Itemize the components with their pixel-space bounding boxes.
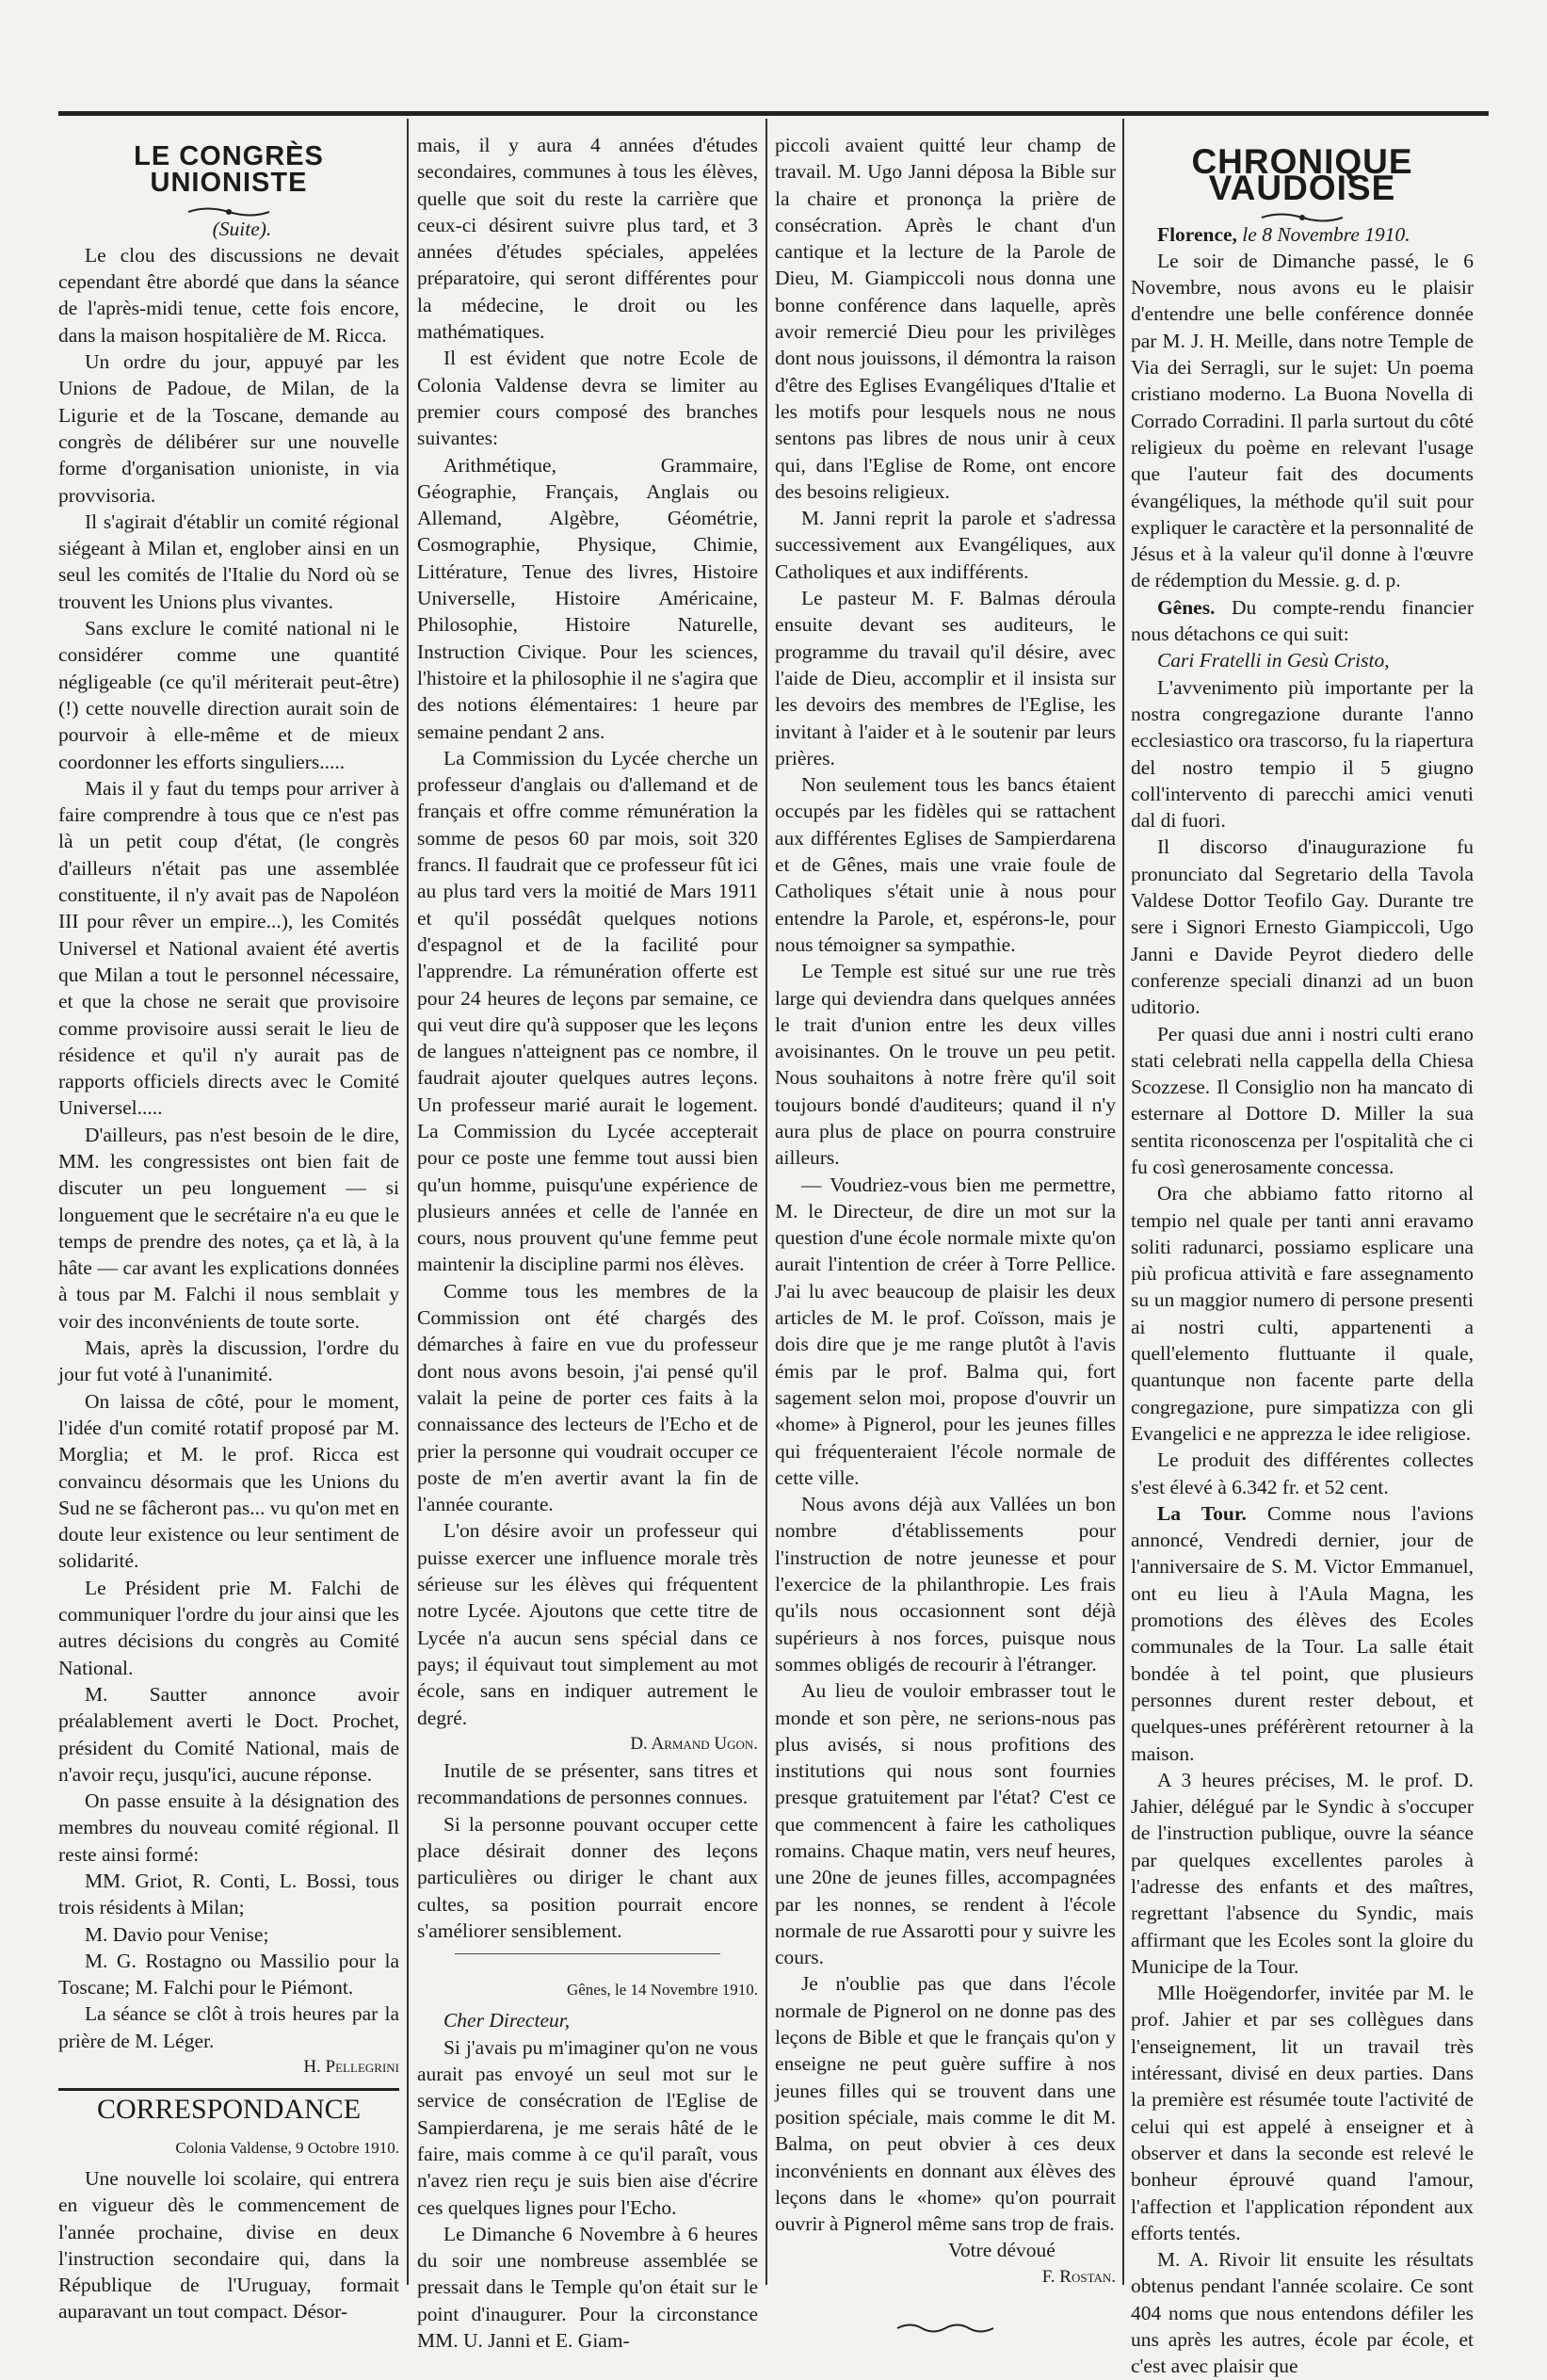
paragraph: Je n'oublie pas que dans l'école normale de Pignerol on ne donne pas des leçons de Bible et que le français qu'on y enseigne ne peut guère suffire à nos jeunes filles qui se trouvent dans une position spéciale, mais comme le dit M. Balma, on peut obvier à ces deux inconvénients en donnant aux élèves des leçons dans le «home» qu'on pourrait ouvrir à Pignerol même sans trop de frais. <box>775 1972 1116 2236</box>
column-divider <box>1122 119 1124 2285</box>
paragraph: Si la personne pouvant occuper cette place désirait donner des leçons particulières ou diriger le chant aux cultes, sa position pourrait encore s'améliorer sensiblement. <box>417 1812 758 1942</box>
column-2 <box>417 132 758 2353</box>
ornament-flourish <box>775 2315 1116 2332</box>
salutation: Cher Directeur, <box>443 2009 571 2032</box>
paragraph: Une nouvelle loi scolaire, qui entrera en vigueur dès le commencement de l'année prochaine, divise en deux l'instruction secondaire qui, dans la République de l'Uruguay, formait auparavant un tout compact. Désor- <box>58 2166 399 2323</box>
paragraph: Un ordre du jour, appuyé par les Unions de Padoue, de Milan, de la Ligurie et de la Toscane, demande au congrès de délibérer sur une nouvelle forme d'organisation unioniste, in via provvisoria. <box>58 350 399 507</box>
ornament-flourish <box>1131 204 1474 221</box>
paragraph: D'ailleurs, pas n'est besoin de le dire, MM. les congressistes ont bien fait de discuter un peu longuement — si longuement que le secrétaire n'a eu que le temps de prendre des notes, ça et là, à la hâte — car avant les explications données à tous par M. Falchi il nous semblait y voir des inconvénients de toute sorte. <box>58 1123 399 1333</box>
paragraph: Non seulement tous les bancs étaient occupés par les fidèles qui se rattachent aux différentes Eglises de Sampierdarena et de Gênes, mais une vraie foule de Catholiques s'était unie à nous pour entendre la Parole, et, espérons-le, pour nous témoigner sa sympathie. <box>775 773 1116 956</box>
paragraph: Il discorso d'inaugurazione fu pronunciato dal Segretario della Tavola Valdese Dottor Teofilo Gay. Durante tre sere i Signori Ernesto Giampiccoli, Ugo Janni e Davide Peyrot diedero delle conferenze speciali dinanzi ad un buon uditorio. <box>1131 835 1474 1019</box>
paragraph: Le Temple est situé sur une rue très large qui deviendra dans quelques années le trait d'union entre les deux villes avoisinantes. On le trouve un peu petit. Nous souhaitons à notre frère qu'il soit toujours bondé d'auditeurs; quand il n'y aura plus de place on pourra construire ailleurs. <box>775 960 1116 1170</box>
paragraph: Il est évident que notre Ecole de Colonia Valdense devra se limiter au premier cours composé des branches suivantes: <box>417 347 758 450</box>
paragraph: M. Sautter annonce avoir préalablement averti le Doct. Prochet, président du Comité National, mais de n'avoir reçu, jusqu'ici, aucune réponse. <box>58 1682 399 1786</box>
place-name: Florence, <box>1156 222 1237 246</box>
column-4 <box>1131 132 1474 2378</box>
paragraph: A 3 heures précises, M. le prof. D. Jahier, délégué par le Syndic à s'occuper de l'instruction publique, ouvre la séance par quelques excellentes paroles à l'adresse des enfants et des maîtres, regrettant l'absence du Syndic, mais affirmant que les Ecoles sont la gloire du Municipe de la Tour. <box>1131 1768 1474 1978</box>
paragraph: mais, il y aura 4 années d'études secondaires, communes à tous les élèves, quelle que soit du reste la carrière que ceux-ci désirent suivre plus tard, et 3 années d'études spéciales, appelées préparatoire, qui seront différentes pour la médecine, le droit ou les mathématiques. <box>417 134 758 344</box>
paragraph: Au lieu de vouloir embrasser tout le monde et son père, ne serions-nous pas plus avisés, si nous profitions des institutions qui nous sont fournies presque gratuitement par l'état? C'est ce que commencent à faire les catholiques romains. Chaque matin, vers neuf heures, une 20ne de jeunes filles, accompagnées par les nonnes, se rendent à l'école normale de rue Assarotti pour y suivre les cours. <box>775 1679 1116 1969</box>
column-1 <box>58 132 399 2323</box>
article-title-congres: LE CONGRÈS UNIONISTE <box>134 141 324 199</box>
place-name: Gênes. <box>1156 595 1216 619</box>
ornament-flourish <box>58 199 399 216</box>
signature: H. Pellegrini <box>303 2057 399 2078</box>
paragraph: Nous avons déjà aux Vallées un bon nombre d'établissements pour l'instruction de notre jeunesse et pour l'exercice de la philanthropie. Les frais qu'ils nous occasionnent sont déjà supérieurs à nos forces, puisque nous sommes obligés de recourir à l'étranger. <box>775 1493 1116 1676</box>
column-divider <box>765 119 767 2285</box>
paragraph: — Voudriez-vous bien me permettre, M. le Directeur, de dire un mot sur la question d'une école normale mixte qu'on aurait l'intention de créer à Torre Pellice. J'ai lu avec beaucoup de plaisir les deux articles de M. le prof. Coïsson, mais je dois dire que je me range plutôt à l'avis émis par le prof. Balma qui, fort sagement selon moi, propose d'ouvrir un «home» à Pignerol, pour les jeunes filles qui fréquenteraient l'école normale de cette ville. <box>775 1173 1116 1489</box>
paragraph: Mais, après la discussion, l'ordre du jour fut voté à l'unanimité. <box>58 1336 399 1386</box>
dateline: Colonia Valdense, 9 Octobre 1910. <box>175 2138 399 2157</box>
paragraph: L'avvenimento più importante per la nostra congregazione durante l'anno ecclesiastico ora trascorso, fu la riapertura del nostro tempio il 5 giugno coll'intervento di parecchi amici venuti dal di fuori. <box>1131 675 1474 833</box>
paragraph: La séance se clôt à trois heures par la prière de M. Léger. <box>58 2002 399 2052</box>
paragraph: Sans exclure le comité national ni le considérer comme une quantité négligeable (ce qu'il mériterait peut-être) (!) cette nouvelle direction aurait soin de pourvoir à elle-même et de mieux coordonner les efforts singuliers..... <box>58 617 399 773</box>
paragraph: M. Davio pour Venise; <box>84 1922 269 1946</box>
column-divider <box>407 119 409 2285</box>
paragraph: Comme tous les membres de la Commission ont été chargés des démarches à faire en vue du professeur dont nous avons besoin, j'ai pensé qu'il valait la peine de porter ces faits à la connaissance des lecteurs de l'Echo et de prier la personne qui voudrait occuper ce poste de m'en avertir avant la fin de l'année courante. <box>417 1279 758 1516</box>
paragraph: Le Président prie M. Falchi de communiquer l'ordre du jour ainsi que les autres décisions du congrès au Comité National. <box>58 1576 399 1679</box>
paragraph: Le Dimanche 6 Novembre à 6 heures du soir une nombreuse assemblée se pressait dans le Temple qu'on était sur le point d'inaugurer. Pour la circonstance MM. U. Janni et E. Giam- <box>417 2222 758 2353</box>
paragraph: Arithmétique, Grammaire, Géographie, Français, Anglais ou Allemand, Algèbre, Géométrie, Cosmographie, Physique, Chimie, Littérature, Tenue des livres, Histoire Universelle, Histoire Américaine, Philosophie, Histoire Naturelle, Instruction Civique. Pour les sciences, l'histoire et la philosophie il ne s'agira que des notions élémentaires: 1 heure par semaine pendant 2 ans. <box>417 453 758 743</box>
place-name: La Tour. <box>1156 1501 1247 1525</box>
paragraph: Du compte-rendu financier nous détachons ce qui suit: <box>1131 595 1474 646</box>
signature: D. Armand Ugon. <box>630 1733 758 1754</box>
section-separator <box>455 1953 720 1954</box>
paragraph: On passe ensuite à la désignation des membres du nouveau comité régional. Il reste ainsi formé: <box>58 1789 399 1866</box>
paragraph: Comme nous l'avions annoncé, Vendredi dernier, jour de l'anniversaire de S. M. Victor Emmanuel, ont eu lieu à l'Aula Magna, les promotions des élèves des Ecoles communales de la Tour. La salle était bondée à tel point, que plusieurs personnes durent rester debout, et quelques-unes préférèrent retourner à la maison. <box>1131 1501 1474 1765</box>
section-title-correspondance: CORRESPONDANCE <box>96 2094 362 2126</box>
continuation-note: (Suite). <box>212 217 272 240</box>
date: le 8 Novembre 1910. <box>1242 222 1410 246</box>
signature: F. Rostan. <box>1041 2266 1116 2287</box>
salutation: Cari Fratelli in Gesù Cristo, <box>1156 649 1390 672</box>
paragraph: Le produit des différentes collectes s'est élevé à 6.342 fr. et 52 cent. <box>1131 1449 1474 1498</box>
paragraph: Mlle Hoëgendorfer, invitée par M. le prof. Jahier et par ses collègues dans l'enseignement, lit un travail très intéressant, divisé en deux parties. Dans la première est résumée toute l'activité de celui qui est appelé à enseigner et à observer et dans la seconde est relevé le bonheur éprouvé quand l'amour, l'affection et l'application répondent aux efforts tentés. <box>1131 1982 1474 2244</box>
paragraph: Mais il y faut du temps pour arriver à faire comprendre à tous que ce n'est pas là un petit coup d'état, (le congrès d'ailleurs n'était pas une assemblée constituente, il n'y avait pas de Napoléon III pour rêver un empire...), les Comités Universel et National avaient été avertis que Milan a tout le personnel nécessaire, et que la chose ne serait que provisoire comme provisoire aussi serait le lieu de résidence et qu'il n'y aurait pas de rapports officiels directs avec le Comité Universel..... <box>58 776 399 1120</box>
section-separator <box>58 2088 399 2091</box>
paragraph: Le pasteur M. F. Balmas déroula ensuite devant ses auditeurs, le programme du travail qu'il désire, avec l'aide de Dieu, accomplir et il insista sur les devoirs des membres de l'Eglise, les invitant à l'aider et à le soutenir par leurs prières. <box>775 587 1116 769</box>
paragraph: La Commission du Lycée cherche un professeur d'anglais ou d'allemand et de français et offre comme rémunération la somme de pesos 60 par mois, soit 320 francs. Il faudrait que ce professeur fût ici au plus tard vers la moitié de Mars 1911 et qu'il possédât quelques notions d'espagnol et de la facilité pour l'apprendre. La rémunération offerte est pour 24 heures de leçons par semaine, ce qui veut dire qu'à supposer que les leçons de langues n'atteignent pas ce nombre, il faudrait ajouter quelques autres leçons. Un professeur marié aurait le logement. La Commission du Lycée accepterait pour ce poste une femme tout aussi bien qu'un homme, puisqu'une expérience de plusieurs années et celle de l'année en cours, nous prouvent qu'une femme peut maintenir la discipline parmi nos élèves. <box>417 746 758 1276</box>
paragraph: Inutile de se présenter, sans titres et recommandations de personnes connues. <box>417 1759 758 1809</box>
section-title-chronique: CHRONIQUE VAUDOISE <box>1191 142 1413 208</box>
paragraph: MM. Griot, R. Conti, L. Bossi, tous trois résidents à Milan; <box>58 1870 399 1919</box>
paragraph: piccoli avaient quitté leur champ de travail. M. Ugo Janni déposa la Bible sur la chaire et prononça la prière de consécration. Après le chant d'un cantique et la lecture de la Parole de Dieu, M. Giampiccoli nous donna une bonne conférence dans laquelle, après avoir remercié Dieu pour les privilèges dont nous jouissons, il démontra la raison d'être des Eglises Evangéliques d'Italie et les motifs pour lesquels nous ne nous sentons pas libres de nous unir à ceux qui, dans l'Eglise de Rome, ont encore des besoins religieux. <box>775 134 1116 503</box>
paragraph: Le clou des discussions ne devait cependant être abordé que dans la séance de l'après-midi tenue, cette fois encore, dans la maison hospitalière de M. Ricca. <box>58 243 399 347</box>
paragraph: Il s'agirait d'établir un comité régional siégeant à Milan et, englober ainsi en un seul les comités de l'Italie du Nord où se trouvent les Unions plus vivantes. <box>58 510 399 613</box>
paragraph: M. G. Rostagno ou Massilio pour la Toscane; M. Falchi pour le Piémont. <box>58 1949 399 2000</box>
paragraph: On laissa de côté, pour le moment, l'idée d'un comité rotatif proposé par M. Morglia; et M. le prof. Ricca est convaincu désormais que les Unions du Sud ne se fâcheront pas... vu qu'on met en doute leur existence ou leur sentiment de solidarité. <box>58 1389 399 1573</box>
paragraph: Ora che abbiamo fatto ritorno al tempio nel quale per tanti anni eravamo soliti radunarci, possiamo esplicare una più proficua attività e fare assegnamento su un maggior numero di persone presenti ai nostri culti, appartenenti a quell'elemento fluttuante il quale, quantunque non facente parte della congregazione, pure simpatizza con gli Evangelici e ne apprezza le idee religiose. <box>1131 1182 1474 1445</box>
paragraph: M. Janni reprit la parole et s'adressa successivement aux Evangéliques, aux Catholiques et aux indifférents. <box>775 507 1116 583</box>
paragraph: Le soir de Dimanche passé, le 6 Novembre, nous avons eu le plaisir d'entendre une belle conférence donnée par M. J. H. Meille, dans notre Temple de Via dei Serragli, sur le sujet: Un poema cristiano moderno. La Buona Novella di Corrado Corradini. Il parla surtout du côté religieux du poème en relevant l'usage que l'auteur fait des documents évangéliques, la méthode qu'il suit pour expliquer le caractère et la personnalité de Jésus et à la valeur qu'il donne à l'œuvre de rédemption du Messie. g. d. p. <box>1131 249 1474 592</box>
paragraph: Per quasi due anni i nostri culti erano stati celebrati nella cappella della Chiesa Scozzese. Il Consiglio non ha mancato di esternare al Dottore D. Miller la sua sentita riconoscenza per l'ospitalità che ci fu così generosamente concessa. <box>1131 1022 1474 1178</box>
column-3 <box>775 132 1116 2287</box>
paragraph: L'on désire avoir un professeur qui puisse exercer une influence morale très sérieuse sur les élèves qui fréquentent notre Lycée. Ajoutons que cette titre de Lycée n'a aucun sens spécial dans ce pays; il équivaut tout simplement au mot école, sans en indiquer autrement le degré. <box>417 1519 758 1729</box>
paragraph: M. A. Rivoir lit ensuite les résultats obtenus pendant l'année scolaire. Ce sont 404 noms que nous entendons défiler les uns après les autres, école par école, et c'est avec plaisir que <box>1131 2248 1474 2378</box>
top-rule <box>58 111 1489 116</box>
paragraph: Si j'avais pu m'imaginer qu'on ne vous aurait pas envoyé un seul mot sur le service de consécration de l'Eglise de Sampierdarena, je me serais hâté de le faire, mais comme à ce qu'il paraît, vous n'avez rien reçu je suis bien aise d'écrire ces quelques lignes pour l'Echo. <box>417 2035 758 2219</box>
closing: Votre dévoué <box>948 2239 1056 2262</box>
dateline: Gênes, le 14 Novembre 1910. <box>566 1981 758 2000</box>
